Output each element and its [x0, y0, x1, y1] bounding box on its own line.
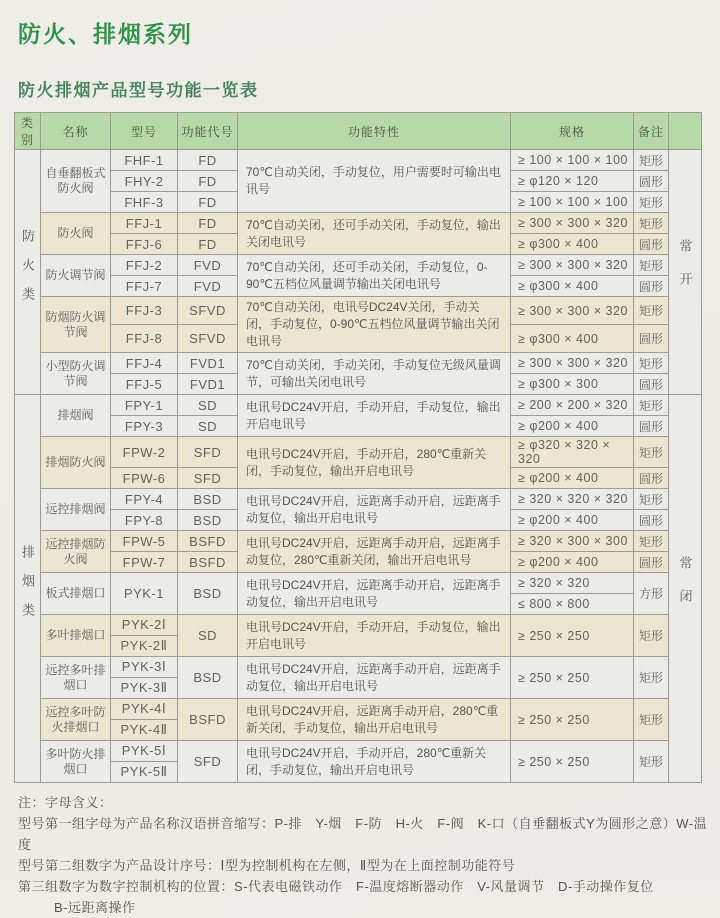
model-cell: FHF-1: [111, 150, 178, 171]
spec-cell: ≥ 100 × 100 × 100: [511, 150, 634, 171]
product-name-cell: 自垂翻板式防火阀: [41, 150, 111, 213]
spec-cell: ≥ 250 × 250: [511, 615, 634, 657]
shape-cell: 圆形: [634, 416, 669, 437]
model-cell: FPW-5: [111, 531, 178, 552]
product-name-cell: 排烟阀: [41, 395, 111, 437]
code-cell: BSFD: [178, 552, 238, 573]
spec-cell: ≥ 250 × 250: [511, 741, 634, 783]
table-row: [15, 657, 702, 678]
notes: [18, 792, 720, 918]
spec-cell: ≥ 320 × 320: [511, 573, 634, 594]
shape-cell: 矩形: [634, 213, 669, 234]
shape-cell: 矩形: [634, 437, 669, 468]
table-row: [15, 213, 702, 234]
spec-cell: ≥ 300 × 300 × 320: [511, 353, 634, 374]
table-header: [15, 113, 702, 150]
spec-cell: ≥ 250 × 250: [511, 657, 634, 699]
code-cell: SD: [178, 416, 238, 437]
spec-cell: ≥ φ200 × 400: [511, 552, 634, 573]
feature-cell: 电讯号DC24V开启，手动开启，280℃重新关闭，手动复位，输出开启电讯号: [238, 741, 511, 783]
product-name-cell: 防烟防火调节阀: [41, 297, 111, 353]
code-cell: SFD: [178, 437, 238, 468]
shape-cell: 圆形: [634, 234, 669, 255]
code-cell: SD: [178, 395, 238, 416]
feature-cell: 电讯号DC24V开启，远距离手动开启，远距离手动复位，输出开启电讯号: [238, 573, 511, 615]
shape-cell: 矩形: [634, 192, 669, 213]
spec-cell: ≥ φ200 × 400: [511, 510, 634, 531]
code-cell: FVD: [178, 276, 238, 297]
column-header: 规格: [511, 113, 634, 150]
model-cell: FPW-6: [111, 468, 178, 489]
code-cell: FVD: [178, 255, 238, 276]
spec-cell: ≥ φ300 × 400: [511, 325, 634, 353]
feature-cell: 70℃自动关闭，还可手动关闭，手动复位，输出关闭电讯号: [238, 213, 511, 255]
feature-cell: 70℃自动关闭，还可手动关闭，手动复位，0-90℃五档位风量调节输出关闭电讯号: [238, 255, 511, 297]
shape-cell: 矩形: [634, 255, 669, 276]
spec-cell: ≥ 200 × 200 × 320: [511, 395, 634, 416]
code-cell: SFVD: [178, 325, 238, 353]
table-row: [15, 437, 702, 468]
note-line: 型号第一组字母为产品名称汉语拼音缩写：P-排 Y-烟 F-防 H-火 F-阀 K-口（自垂翻板式Y为圆形之意）W-温度: [18, 816, 708, 852]
code-cell: BSD: [178, 489, 238, 510]
spec-cell: ≥ 320 × 320 × 320: [511, 489, 634, 510]
column-header: 型号: [111, 113, 178, 150]
code-cell: FD: [178, 234, 238, 255]
table-row: [15, 741, 702, 762]
note-line: B-远距离操作: [54, 900, 136, 915]
feature-cell: 70℃自动关闭，电讯号DC24V关闭，手动关闭，手动复位，0-90℃五档位风量调节输出关闭电讯号: [238, 297, 511, 353]
shape-cell: 矩形: [634, 297, 669, 325]
shape-cell: 方形: [634, 573, 669, 615]
product-name-cell: 远控多叶排烟口: [41, 657, 111, 699]
table-row: [15, 353, 702, 374]
column-header: 名称: [41, 113, 111, 150]
column-header: 备注: [634, 113, 669, 150]
feature-cell: 70℃自动关闭，手动复位，用户需要时可输出电讯号: [238, 150, 511, 213]
code-cell: FD: [178, 150, 238, 171]
feature-cell: 电讯号DC24V开启，手动开启，280℃重新关闭，手动复位，输出开启电讯号: [238, 437, 511, 489]
state-cell: 常开: [669, 150, 702, 395]
note-line: 型号第二组数字为产品设计序号：Ⅰ型为控制机构在左侧，Ⅱ型为在上面控制功能符号: [18, 858, 516, 873]
model-cell: FHF-3: [111, 192, 178, 213]
model-cell: FFJ-6: [111, 234, 178, 255]
model-cell: PYK-4Ⅱ: [111, 720, 178, 741]
code-cell: BSD: [178, 573, 238, 615]
model-cell: FFJ-4: [111, 353, 178, 374]
code-cell: SD: [178, 615, 238, 657]
model-cell: PYK-1: [111, 573, 178, 615]
product-name-cell: 小型防火调节阀: [41, 353, 111, 395]
model-cell: FPY-8: [111, 510, 178, 531]
shape-cell: 圆形: [634, 510, 669, 531]
model-cell: FFJ-1: [111, 213, 178, 234]
table-row: [15, 255, 702, 276]
feature-cell: 电讯号DC24V开启，远距离手动开启，远距离手动复位，280℃重新关闭，输出开启电讯号: [238, 531, 511, 573]
category-cell: 防火类: [15, 150, 41, 395]
shape-cell: 矩形: [634, 741, 669, 783]
table-row: [15, 573, 702, 594]
product-name-cell: 远控排烟阀: [41, 489, 111, 531]
spec-cell: ≥ 300 × 300 × 320: [511, 297, 634, 325]
model-cell: FPW-7: [111, 552, 178, 573]
spec-cell: ≥ φ200 × 400: [511, 416, 634, 437]
model-cell: FFJ-3: [111, 297, 178, 325]
code-cell: FVD1: [178, 374, 238, 395]
column-header: [669, 113, 702, 150]
model-cell: PYK-4Ⅰ: [111, 699, 178, 720]
model-cell: FPY-3: [111, 416, 178, 437]
shape-cell: 圆形: [634, 374, 669, 395]
product-name-cell: 多叶防火排烟口: [41, 741, 111, 783]
product-name-cell: 多叶排烟口: [41, 615, 111, 657]
model-cell: FHY-2: [111, 171, 178, 192]
shape-cell: 矩形: [634, 150, 669, 171]
model-cell: PYK-2Ⅰ: [111, 615, 178, 636]
shape-cell: 圆形: [634, 325, 669, 353]
shape-cell: 矩形: [634, 489, 669, 510]
shape-cell: 矩形: [634, 395, 669, 416]
shape-cell: 圆形: [634, 276, 669, 297]
table-row: [15, 297, 702, 325]
shape-cell: 矩形: [634, 531, 669, 552]
spec-cell: ≥ 250 × 250: [511, 699, 634, 741]
feature-cell: 电讯号DC24V开启，手动开启，手动复位，输出开启电讯号: [238, 615, 511, 657]
model-cell: PYK-3Ⅰ: [111, 657, 178, 678]
code-cell: BSD: [178, 510, 238, 531]
model-cell: FFJ-5: [111, 374, 178, 395]
code-cell: SFVD: [178, 297, 238, 325]
model-cell: PYK-5Ⅱ: [111, 762, 178, 783]
shape-cell: 矩形: [634, 615, 669, 657]
table-row: [15, 615, 702, 636]
code-cell: FD: [178, 192, 238, 213]
product-name-cell: 排烟防火阀: [41, 437, 111, 489]
feature-cell: 70℃自动关闭，手动关闭，手动复位无级风量调节，可输出关闭电讯号: [238, 353, 511, 395]
spec-cell: ≥ φ300 × 400: [511, 276, 634, 297]
model-cell: PYK-5Ⅰ: [111, 741, 178, 762]
page-title: 防火、排烟系列: [18, 21, 193, 47]
category-cell: 排烟类: [15, 395, 41, 783]
header-row: [15, 113, 702, 150]
shape-cell: 圆形: [634, 171, 669, 192]
product-table: [14, 112, 702, 783]
code-cell: FVD1: [178, 353, 238, 374]
code-cell: BSFD: [178, 699, 238, 741]
feature-cell: 电讯号DC24V开启，远距离手动开启，远距离手动复位，输出开启电讯号: [238, 489, 511, 531]
table-row: [15, 699, 702, 720]
product-name-cell: 防火阀: [41, 213, 111, 255]
model-cell: FFJ-7: [111, 276, 178, 297]
feature-cell: 电讯号DC24V开启，手动开启，手动复位，输出开启电讯号: [238, 395, 511, 437]
shape-cell: 矩形: [634, 353, 669, 374]
code-cell: SFD: [178, 468, 238, 489]
spec-cell: ≥ 300 × 300 × 320: [511, 213, 634, 234]
model-cell: FPY-1: [111, 395, 178, 416]
code-cell: SFD: [178, 741, 238, 783]
product-name-cell: 防火调节阀: [41, 255, 111, 297]
table-row: [15, 150, 702, 171]
model-cell: PYK-2Ⅱ: [111, 636, 178, 657]
spec-cell: ≥ φ300 × 300: [511, 374, 634, 395]
shape-cell: 圆形: [634, 468, 669, 489]
feature-cell: 电讯号DC24V开启，远距离手动开启，远距离手动复位，输出开启电讯号: [238, 657, 511, 699]
shape-cell: 矩形: [634, 699, 669, 741]
shape-cell: 矩形: [634, 657, 669, 699]
note-line: 第三组数字为数字控制机构的位置：S-代表电磁铁动作 F-温度熔断器动作 V-风量调节 D-手动操作复位: [18, 879, 654, 894]
spec-cell: ≥ 320 × 300 × 300: [511, 531, 634, 552]
state-cell: 常闭: [669, 395, 702, 783]
model-cell: PYK-3Ⅱ: [111, 678, 178, 699]
code-cell: BSFD: [178, 531, 238, 552]
spec-cell: ≤ 800 × 800: [511, 594, 634, 615]
product-name-cell: 远控排烟防火阀: [41, 531, 111, 573]
table-row: [15, 395, 702, 416]
feature-cell: 电讯号DC24V开启，远距离手动开启，280℃重新关闭，手动复位，输出开启电讯号: [238, 699, 511, 741]
product-name-cell: 远控多叶防火排烟口: [41, 699, 111, 741]
model-cell: FFJ-2: [111, 255, 178, 276]
spec-cell: ≥ 100 × 100 × 100: [511, 192, 634, 213]
model-cell: FFJ-8: [111, 325, 178, 353]
code-cell: FD: [178, 213, 238, 234]
shape-cell: 圆形: [634, 552, 669, 573]
spec-cell: ≥ φ200 × 400: [511, 468, 634, 489]
product-name-cell: 板式排烟口: [41, 573, 111, 615]
spec-cell: ≥ φ120 × 120: [511, 171, 634, 192]
spec-cell: ≥ φ300 × 400: [511, 234, 634, 255]
column-header: 功能代号: [178, 113, 238, 150]
model-cell: FPW-2: [111, 437, 178, 468]
model-cell: FPY-4: [111, 489, 178, 510]
table-row: [15, 531, 702, 552]
spec-cell: ≥ 300 × 300 × 320: [511, 255, 634, 276]
table-body: [15, 150, 702, 783]
note-line: 注：字母含义：: [18, 795, 113, 810]
column-header: 类别: [15, 113, 41, 150]
code-cell: BSD: [178, 657, 238, 699]
table-row: [15, 489, 702, 510]
table-subtitle: 防火排烟产品型号功能一览表: [18, 81, 259, 100]
code-cell: FD: [178, 171, 238, 192]
spec-cell: ≥ φ320 × 320 × 320: [511, 437, 634, 468]
column-header: 功能特性: [238, 113, 511, 150]
